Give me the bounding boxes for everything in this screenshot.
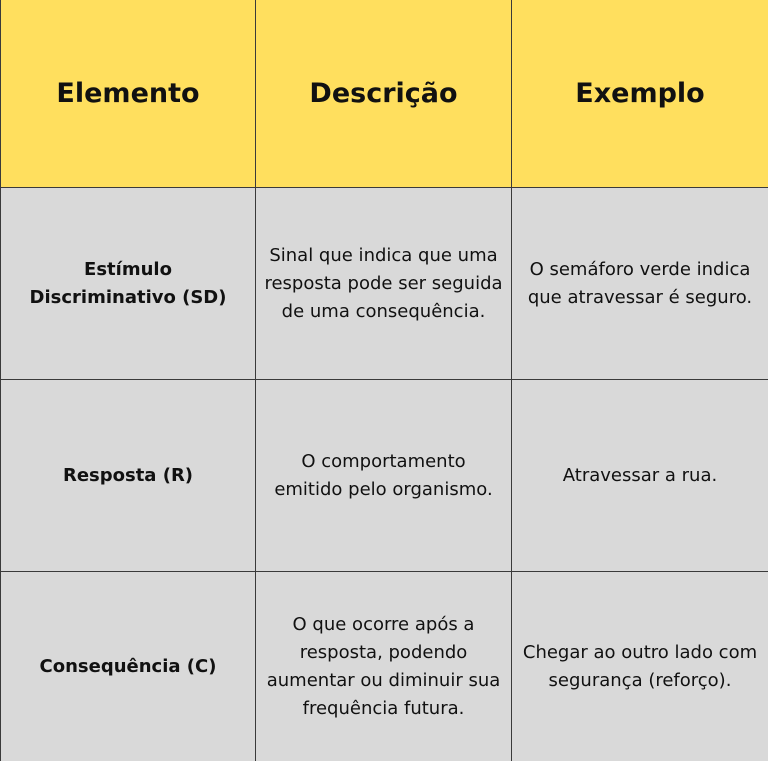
row-1-elemento-text: Estímulo Discriminativo (SD) <box>29 258 227 308</box>
row-3-elemento <box>0 572 256 761</box>
row-1-exemplo <box>512 188 768 380</box>
row-3-exemplo-text: Chegar ao outro lado com segurança (reforço). <box>522 641 758 691</box>
row-1-exemplo-text: O semáforo verde indica que atravessar é seguro. <box>527 258 753 308</box>
row-2-exemplo <box>512 380 768 572</box>
row-2-descricao <box>256 380 512 572</box>
header-descricao <box>256 0 512 188</box>
row-1-descricao <box>256 188 512 380</box>
row-3-descricao-text: O que ocorre após a resposta, podendo aumentar ou diminuir sua frequência futura. <box>266 613 501 719</box>
row-1-descricao-text: Sinal que indica que uma resposta pode ser seguida de uma consequência. <box>264 244 503 322</box>
header-descricao-label: Descrição <box>309 78 458 109</box>
row-2-exemplo-text: Atravessar a rua. <box>562 464 718 486</box>
header-elemento-label: Elemento <box>56 78 200 109</box>
row-2-elemento-text: Resposta (R) <box>62 464 194 486</box>
header-exemplo <box>512 0 768 188</box>
header-elemento <box>0 0 256 188</box>
row-3-exemplo <box>512 572 768 761</box>
row-2-elemento <box>0 380 256 572</box>
header-exemplo-label: Exemplo <box>575 78 705 109</box>
row-3-elemento-text: Consequência (C) <box>39 655 217 677</box>
row-1-elemento <box>0 188 256 380</box>
row-2-descricao-text: O comportamento emitido pelo organismo. <box>274 450 493 500</box>
row-3-descricao <box>256 572 512 761</box>
